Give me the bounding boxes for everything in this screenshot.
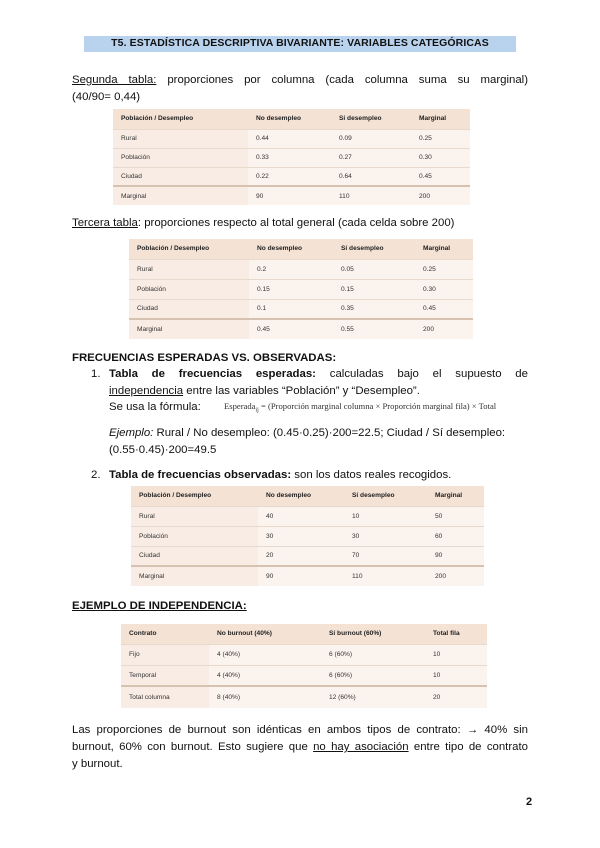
- formula-lhs: Esperada: [224, 401, 256, 411]
- table-row: [129, 299, 473, 319]
- item1-bold: Tabla de frecuencias esperadas:: [109, 368, 316, 380]
- table-row: [129, 279, 473, 299]
- table-cell: Rural: [113, 129, 248, 148]
- item2-bold: Tabla de frecuencias observadas:: [109, 469, 292, 481]
- conclusion-line1: Las proporciones de burnout son idénticas en ambos tipos de contrato: → 40% sin: [72, 724, 528, 736]
- table-cell: 0.30: [411, 148, 470, 167]
- table-cell: 70: [344, 546, 427, 566]
- table-cell: 0.2: [249, 259, 333, 279]
- table-cell: 200: [415, 319, 473, 339]
- tercera-table: [129, 239, 473, 339]
- table-cell: 200: [411, 186, 470, 205]
- table-cell: 0.64: [331, 167, 411, 186]
- table-row: [131, 566, 484, 586]
- formula-intro: Se usa la fórmula:: [109, 401, 201, 413]
- table-cell: 8 (40%): [209, 686, 321, 708]
- table-header: Sí desempleo: [331, 109, 411, 129]
- table-cell: Ciudad: [131, 546, 258, 566]
- table-cell: Población: [113, 148, 248, 167]
- table-row: [121, 686, 487, 708]
- table-cell: Ciudad: [129, 299, 249, 319]
- table-row: [121, 644, 487, 665]
- segunda-tabla-line1: [72, 72, 528, 89]
- table-cell: 20: [258, 546, 344, 566]
- formula: [224, 401, 496, 414]
- table-row: [131, 506, 484, 526]
- segunda-tabla-example: (40/90= 0,44): [72, 91, 141, 103]
- item2-number: 2.: [91, 469, 101, 481]
- table-cell: 0.45: [411, 167, 470, 186]
- table-row: [129, 319, 473, 339]
- table-cell: 20: [425, 686, 487, 708]
- table-cell: 0.30: [415, 279, 473, 299]
- table-cell: Fijo: [121, 644, 209, 665]
- table-cell: 0.15: [249, 279, 333, 299]
- table-cell: Total columna: [121, 686, 209, 708]
- table-cell: 0.1: [249, 299, 333, 319]
- table-cell: Marginal: [113, 186, 248, 205]
- formula-sub: ij: [255, 407, 259, 414]
- table-cell: 50: [427, 506, 484, 526]
- table-header: Población / Desempleo: [131, 486, 258, 506]
- table-header: Población / Desempleo: [129, 239, 249, 259]
- table-header: Sí desempleo: [333, 239, 415, 259]
- table-header: No desempleo: [248, 109, 331, 129]
- segunda-table: [113, 109, 470, 205]
- table-cell: 6 (60%): [321, 665, 425, 686]
- table-cell: Población: [129, 279, 249, 299]
- table-header: Marginal: [427, 486, 484, 506]
- example-label: Ejemplo:: [109, 427, 154, 439]
- table-row: [121, 665, 487, 686]
- table-header: Sí desempleo: [344, 486, 427, 506]
- independencia-heading: EJEMPLO DE INDEPENDENCIA:: [72, 600, 247, 612]
- table-row: [113, 186, 470, 205]
- table-cell: 30: [344, 526, 427, 546]
- table-cell: 0.35: [333, 299, 415, 319]
- table-cell: 0.55: [333, 319, 415, 339]
- table-cell: 90: [258, 566, 344, 586]
- table-header: No burnout (40%): [209, 624, 321, 644]
- table-cell: 0.05: [333, 259, 415, 279]
- table-cell: 90: [427, 546, 484, 566]
- table-cell: Población: [131, 526, 258, 546]
- table-header-row: [121, 624, 487, 644]
- item2-line: [109, 467, 528, 484]
- table-row: [113, 167, 470, 186]
- conclusion-underline: no hay asociación: [313, 741, 409, 753]
- table-cell: 30: [258, 526, 344, 546]
- table-cell: 0.45: [249, 319, 333, 339]
- table-header: Contrato: [121, 624, 209, 644]
- table-header: Sí burnout (60%): [321, 624, 425, 644]
- table-cell: 12 (60%): [321, 686, 425, 708]
- tercera-tabla-label: Tercera tabla: [72, 217, 138, 229]
- example-line2: (0.55·0.45)·200=49.5: [109, 444, 217, 456]
- table-header: No desempleo: [249, 239, 333, 259]
- table-row: [113, 129, 470, 148]
- table-cell: Rural: [129, 259, 249, 279]
- page-title: T5. ESTADÍSTICA DESCRIPTIVA BIVARIANTE: VARIABLES CATEGÓRICAS: [111, 37, 489, 49]
- table-cell: Temporal: [121, 665, 209, 686]
- table-cell: Rural: [131, 506, 258, 526]
- independencia-table: [121, 624, 487, 708]
- segunda-tabla-text: proporciones por columna (cada columna suma su marginal): [167, 74, 528, 86]
- table-cell: 200: [427, 566, 484, 586]
- page-number: 2: [526, 796, 533, 808]
- table-cell: 0.33: [248, 148, 331, 167]
- table-cell: 110: [344, 566, 427, 586]
- table-header-row: [113, 109, 470, 129]
- tercera-tabla-line: [72, 215, 528, 232]
- table-cell: 0.44: [248, 129, 331, 148]
- table-cell: 90: [248, 186, 331, 205]
- table-cell: 4 (40%): [209, 665, 321, 686]
- table-row: [131, 526, 484, 546]
- table-row: [129, 259, 473, 279]
- item1-number: 1.: [91, 368, 101, 380]
- table-cell: 10: [425, 644, 487, 665]
- table-header-row: [131, 486, 484, 506]
- conclusion-text-a: burnout, 60% con burnout. Esto sugiere que: [72, 741, 314, 753]
- table-row: [131, 546, 484, 566]
- table-cell: 110: [331, 186, 411, 205]
- conclusion-text-b: entre tipo de contrato: [408, 741, 528, 753]
- table-header: Total fila: [425, 624, 487, 644]
- table-cell: 6 (60%): [321, 644, 425, 665]
- item1-line2: [109, 383, 420, 400]
- table-cell: 0.27: [331, 148, 411, 167]
- table-row: [113, 148, 470, 167]
- table-header-row: [129, 239, 473, 259]
- table-cell: Ciudad: [113, 167, 248, 186]
- table-cell: 40: [258, 506, 344, 526]
- example-line1: [109, 425, 528, 442]
- example-text1: Rural / No desempleo: (0.45·0.25)·200=22.5; Ciudad / Sí desempleo:: [156, 427, 506, 439]
- item1-line1: [109, 366, 528, 383]
- item1-text1: calculadas bajo el supuesto de: [329, 368, 528, 380]
- table-header: No desempleo: [258, 486, 344, 506]
- observadas-table: [131, 486, 484, 586]
- segunda-tabla-label: Segunda tabla:: [72, 74, 157, 86]
- table-header: Marginal: [411, 109, 470, 129]
- conclusion-line2: [72, 739, 528, 756]
- table-cell: 0.15: [333, 279, 415, 299]
- table-header: Marginal: [415, 239, 473, 259]
- table-cell: 4 (40%): [209, 644, 321, 665]
- conclusion-line3: y burnout.: [72, 758, 123, 770]
- item1-text2: entre las variables “Población” y “Desempleo”.: [186, 385, 420, 397]
- table-cell: 60: [427, 526, 484, 546]
- table-cell: Marginal: [131, 566, 258, 586]
- formula-rhs: = (Proporción marginal columna × Proporción marginal fila) × Total: [258, 401, 497, 411]
- table-cell: Marginal: [129, 319, 249, 339]
- table-cell: 0.09: [331, 129, 411, 148]
- item2-text: son los datos reales recogidos.: [294, 469, 452, 481]
- table-header: Población / Desempleo: [113, 109, 248, 129]
- item1-underline: independencia: [109, 385, 184, 397]
- table-cell: 0.25: [415, 259, 473, 279]
- table-cell: 10: [425, 665, 487, 686]
- frecuencias-heading: FRECUENCIAS ESPERADAS VS. OBSERVADAS:: [72, 352, 337, 364]
- table-cell: 10: [344, 506, 427, 526]
- tercera-tabla-text: : proporciones respecto al total general (cada celda sobre 200): [137, 217, 455, 229]
- table-cell: 0.25: [411, 129, 470, 148]
- table-cell: 0.45: [415, 299, 473, 319]
- table-cell: 0.22: [248, 167, 331, 186]
